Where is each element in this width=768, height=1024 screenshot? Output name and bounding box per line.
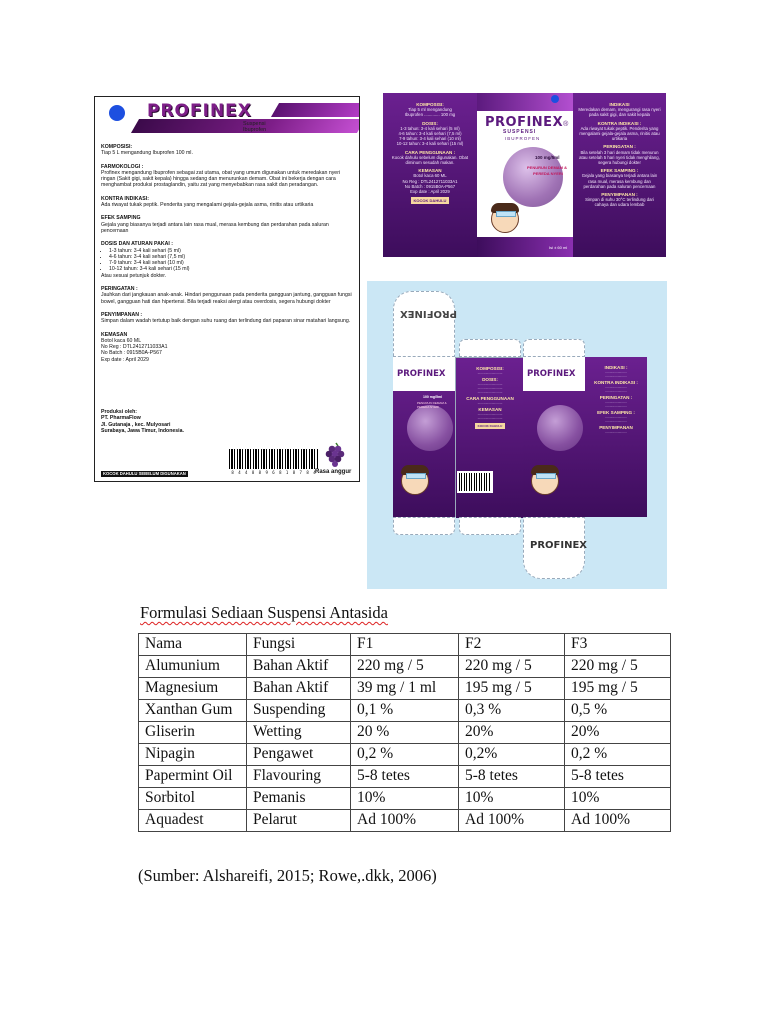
warning-title: PERINGATAN : (101, 286, 138, 293)
panel-line: Exp date : April 2029 (410, 189, 450, 195)
table-row (139, 744, 671, 766)
panel-line: 4-6 tahun: 3-4 kali sehari (7,5 ml) (398, 131, 462, 137)
net-front-strength: 100 mg/5ml (423, 395, 443, 399)
box-front-panel (477, 93, 573, 257)
net-front-brand-2: PROFINEX (527, 369, 576, 379)
table-cell: 5-8 tetes (351, 766, 459, 788)
panel-line: Bila setelah 3 hari demam tidak menurun atau setelah 5 hari nyeri tidak menghilang, segera hubungi dokter (579, 149, 660, 166)
dosage-item: • 1-3 tahun: 3-4 kali sehari (5 ml) (109, 248, 353, 254)
panel-title: PERINGATAN : (599, 395, 633, 400)
producer-line: Surabaya, Jawa Timur, Indonesia. (101, 427, 184, 434)
panel-title: DOSIS: (422, 120, 438, 126)
grape-image (537, 405, 583, 451)
table-cell: Alumunium (139, 656, 247, 678)
panel-line: 1-3 tahun: 3-4 kali sehari (5 ml) (400, 125, 460, 131)
table-cell: 20 % (351, 722, 459, 744)
net-front-panel-2 (523, 357, 585, 517)
front-top-band (477, 93, 573, 111)
table-cell: 195 mg / 5 (565, 678, 671, 700)
pack-line: No Batch : 0915B0A-P567 (101, 350, 162, 357)
table-cell: Ad 100% (565, 810, 671, 832)
table-cell: 10% (351, 788, 459, 810)
section-title: FARMOKOLOGI : (101, 163, 144, 170)
table-cell: Pengawet (247, 744, 351, 766)
table-cell: 10% (565, 788, 671, 810)
section-text: Ada riwayat tukak peptik. Penderita yang mengalami gejala-gejala asma, rinitis atau urtikaria (101, 202, 314, 209)
dosage-title: DOSIS DAN ATURAN PAKAI : (101, 241, 173, 248)
table-cell: Flavouring (247, 766, 351, 788)
panel-title: CARA PENGGUNAAN : (404, 149, 456, 155)
table-cell: 195 mg / 5 (459, 678, 565, 700)
box-left-panel (383, 93, 477, 257)
panel-line: Botol kaca 60 ML (413, 173, 447, 179)
source-citation: (Sumber: Alshareifi, 2015; Rowe,.dkk, 2006) (138, 866, 437, 885)
top-tab (523, 339, 585, 357)
table-cell: Pemanis (247, 788, 351, 810)
label-subtitle-1: Suspensi (243, 121, 266, 127)
producer-title: Produksi oleh: (101, 409, 138, 415)
panel-line: Meredakan demam, mengurangi rasa nyeri pada sakit gigi, dan sakit kepala (578, 107, 661, 118)
box-net-design (367, 281, 667, 589)
registered-mark: ® (563, 121, 569, 128)
bottom-flap (523, 517, 585, 579)
table-cell: Nipagin (139, 744, 247, 766)
table-cell: 20% (565, 722, 671, 744)
panel-line: Ibuprofen ............. 100 mg (404, 112, 456, 118)
table-header-cell: Nama (139, 634, 247, 656)
dosage-list (101, 248, 353, 273)
table-cell: Ad 100% (351, 810, 459, 832)
table-row (139, 678, 671, 700)
section-title: KONTRA INDIKASI: (101, 195, 149, 202)
net-front-tagline: PENURUN DEMAM & PEREDA NYERI (417, 401, 447, 409)
pack-line: Exp date : April 2029 (101, 356, 149, 363)
shake-badge: KOCOK DAHULU (475, 423, 506, 429)
barcode-number: 8 4 4 8 8 9 6 8 1 8 7 8 4 (231, 470, 317, 475)
panel-title: KOMPOSISI: (476, 366, 504, 371)
table-cell: 10% (459, 788, 565, 810)
panel-line: Simpan di suhu 30°C terlindung dari cahaya dan udara lembab (585, 197, 654, 208)
front-strength: 100 mg/5ml (535, 155, 560, 160)
table-cell: 0,3 % (459, 700, 565, 722)
product-label (94, 96, 360, 482)
table-cell: Gliserin (139, 722, 247, 744)
table-header-cell: F3 (565, 634, 671, 656)
table-cell: 39 mg / 1 ml (351, 678, 459, 700)
panel-title: PERINGATAN : (603, 144, 636, 150)
table-cell: 220 mg / 5 (459, 656, 565, 678)
panel-line: No Reg : DTL2412711033A1 (402, 178, 458, 184)
front-tagline-1: PENURUN DEMAM & (527, 165, 567, 170)
panel-title: EFEK SAMPING : (600, 168, 639, 174)
child-illustration (401, 467, 429, 495)
table-row (139, 656, 671, 678)
bottom-tab (459, 517, 521, 535)
table-title: Formulasi Sediaan Suspensi Antasida (140, 603, 388, 622)
grape-image (407, 405, 453, 451)
table-row (139, 700, 671, 722)
table-cell: Wetting (247, 722, 351, 744)
front-suspensi: SUSPENSI (503, 129, 537, 135)
flap-brand: PROFINEX (400, 308, 457, 319)
table-cell: Sorbitol (139, 788, 247, 810)
top-tab (459, 339, 521, 357)
panel-title: KONTRA INDIKASI : (597, 120, 642, 126)
section-title: EFEK SAMPING (101, 215, 141, 222)
table-row (139, 722, 671, 744)
table-cell: 0,5 % (565, 700, 671, 722)
panel-title: EFEK SAMPING : (597, 410, 635, 415)
table-cell: Bahan Aktif (247, 678, 351, 700)
dosage-note: Atau sesuai petunjuk dokter. (101, 272, 167, 279)
net-side-panel: INDIKASI : ........................ ........................ KONTRA INDIKASI : ........................ ........................ PERINGATAN : ........................ ........................ EFEK SAMPING : ........................ ........................ PENYIMPANAN ........................ (585, 357, 647, 517)
barcode (229, 449, 319, 469)
panel-line: No Batch : 0915B0A-P567 (404, 183, 456, 189)
table-header-cell: F2 (459, 634, 565, 656)
panel-title: KEMASAN (418, 168, 442, 174)
panel-title: INDIKASI : (604, 365, 628, 370)
panel-title: KEMASAN (478, 407, 502, 412)
header-band-accent (271, 103, 360, 117)
panel-title: INDIKASI (609, 102, 630, 107)
table-cell: 0,2 % (565, 744, 671, 766)
flavor-caption: Rasa anggur (315, 469, 352, 475)
net-barcode (457, 471, 493, 493)
table-cell: Papermint Oil (139, 766, 247, 788)
box-front-design (383, 93, 666, 257)
panel-line: Tiap 5 ml mengandung (408, 107, 452, 113)
table-cell: 20% (459, 722, 565, 744)
section-title: KOMPOSISI: (101, 144, 133, 150)
panel-title: KONTRA INDIKASI : (594, 380, 638, 385)
front-ibuprofen: IBUPROFEN (505, 136, 541, 141)
table-header-cell: F1 (351, 634, 459, 656)
panel-title: PENYIMPANAN (599, 425, 633, 430)
table-cell: 5-8 tetes (459, 766, 565, 788)
panel-title: PENYIMPANAN : (601, 192, 638, 198)
grape-icon (323, 441, 349, 467)
panel-title: CARA PENGGUNAAN (466, 396, 514, 401)
table-row (139, 788, 671, 810)
warning-text: Jauhkan dari jangkauan anak-anak. Hindari penggunaan pada penderita gangguan jantung, gangguan fungsi bowel, gangguan hati dan hipertensi. Bila terjadi reaksi alergi atau overdosis, segera hubungi dokter (101, 292, 352, 305)
section-text: Tiap 5 L mengandung Ibuprofen 100 ml. (101, 150, 193, 157)
top-flap (393, 291, 455, 357)
table-cell: 5-8 tetes (565, 766, 671, 788)
shake-badge: KOCOK DAHULU (411, 197, 450, 204)
pack-line: No Reg : DTL2412711033A1 (101, 344, 168, 351)
table-cell: Ad 100% (459, 810, 565, 832)
panel-line: Kocok dahulu sebelum digunakan. Obat diminum sesudah makan. (391, 154, 469, 166)
child-illustration (491, 205, 519, 233)
table-header-row (139, 634, 671, 656)
table-cell: Magnesium (139, 678, 247, 700)
table-cell: 220 mg / 5 (351, 656, 459, 678)
box-right-panel (573, 93, 666, 257)
bottom-tab (393, 517, 455, 535)
label-header (95, 97, 360, 137)
front-brand: PROFINEX (485, 115, 564, 130)
table-cell: Bahan Aktif (247, 656, 351, 678)
table-cell: Pelarut (247, 810, 351, 832)
pack-line: Botol kaca 60 ML (101, 337, 142, 344)
dosage-item: • 4-6 tahun: 3-4 kali sehari (7,5 ml) (109, 254, 353, 260)
producer-line: PT. PharmaFlow (101, 415, 141, 422)
panel-line: Gejala yang biasanya terjadi antara lain rasa mual, merasa kembung dan perdarahan pada saluran pencernaan (581, 173, 658, 189)
producer-block (101, 409, 184, 434)
panel-line: 10-12 tahun: 3-4 kali sehari (15 ml) (396, 141, 464, 147)
table-header-cell: Fungsi (247, 634, 351, 656)
table-cell: 0,1 % (351, 700, 459, 722)
net-front-brand: PROFINEX (397, 369, 446, 379)
shake-warning: KOCOK DAHULU SEBELUM DIGUNAKAN (103, 471, 186, 476)
formulation-table (138, 633, 671, 832)
child-illustration (531, 467, 559, 495)
bottom-flap-brand: PROFINEX (530, 540, 587, 551)
storage-text: Simpan dalam wadah tertutup baik dengan suhu ruang dan terlindung dari paparan sinar matahari langsung. (101, 318, 351, 325)
panel-line: Ada riwayat tukak peptik. Penderita yang mengalami gejala-gejala asma, rinitis atau urtikaria (579, 125, 660, 142)
table-row (139, 766, 671, 788)
label-brand: PROFINEX (147, 101, 252, 121)
dosage-item: • 10-12 tahun: 3-4 kali sehari (15 ml) (109, 266, 353, 272)
brand-dot-icon (109, 105, 125, 121)
label-subtitle-2: Ibuprofen (243, 127, 267, 133)
table-row (139, 810, 671, 832)
section-text: Profinex mengandung Ibuprofen sebagai zat utama, obat yang umum digunakan untuk meredakan nyeri ringan (Sakit gigi, sakit kepala) hingga sedang dan menurunkan demam. Obat ini bekerja dengan cara menghambat produksi prostaglandin, yaitu zat yang menyebabkan rasa sakit dan peradangan. (101, 169, 341, 189)
front-volume: Isi ± 60 ml (549, 245, 568, 250)
front-tagline-2: PEREDA NYERI (533, 171, 563, 176)
dosage-item: • 7-9 tahun: 3-4 kali sehari (10 ml) (109, 260, 353, 266)
brand-dot-icon (551, 95, 559, 103)
panel-title: KOMPOSISI: (416, 102, 444, 107)
net-front-panel (393, 357, 455, 517)
net-info-panel: KOMPOSISI: ............................ DOSIS: ............................ ............................ ............................ CARA PENGGUNAAN ............................ KEMASAN ............................ ............................ KOCOK DAHULU (455, 357, 523, 517)
panel-title: DOSIS: (482, 377, 498, 382)
pack-title: KEMASAN (101, 331, 128, 338)
panel-line: 7-9 tahun: 3-4 kali sehari (10 ml) (399, 136, 461, 142)
table-cell: 220 mg / 5 (565, 656, 671, 678)
storage-title: PENYIMPANAN : (101, 311, 143, 318)
label-body (101, 137, 353, 363)
producer-line: Jl. Gutanaja , kec. Mulyosari (101, 421, 171, 428)
table-cell: 0,2 % (351, 744, 459, 766)
table-cell: Suspending (247, 700, 351, 722)
table-cell: 0,2% (459, 744, 565, 766)
table-cell: Aquadest (139, 810, 247, 832)
section-text: Gejala yang biasanya terjadi antara lain rasa mual, merasa kembung dan perdarahan pada saluran pencernaan (101, 221, 329, 234)
table-cell: Xanthan Gum (139, 700, 247, 722)
